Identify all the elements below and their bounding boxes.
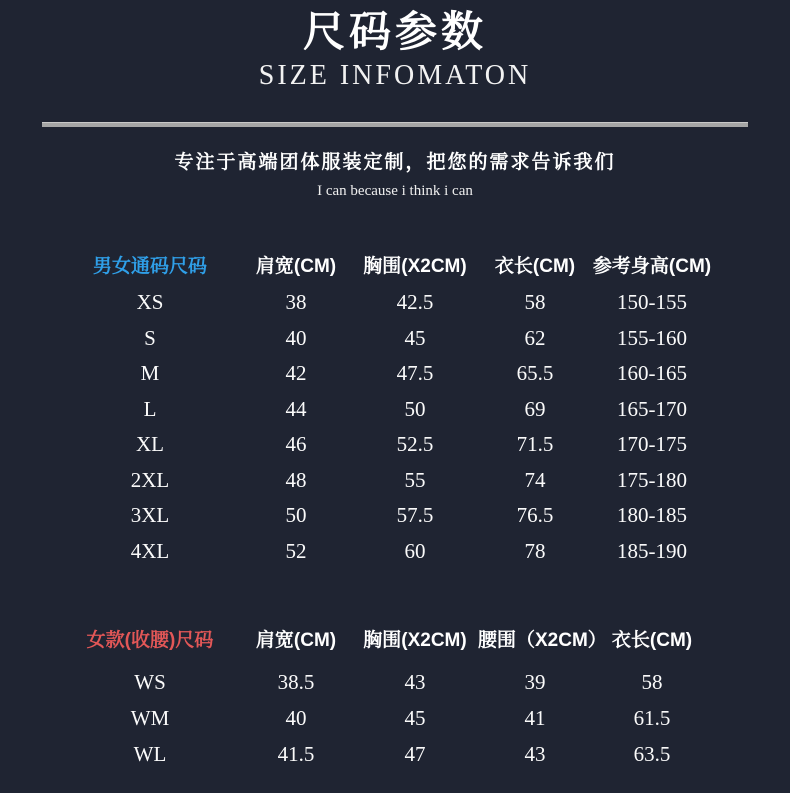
chest-value: 57.5 bbox=[396, 503, 434, 528]
women-size-table bbox=[60, 620, 712, 772]
chest-value: 55 bbox=[404, 467, 426, 492]
chest-value: 43 bbox=[404, 669, 426, 694]
length-value: 71.5 bbox=[516, 432, 554, 457]
tagline-chinese: 专注于高端团体服装定制，把您的需求告诉我们 bbox=[174, 152, 616, 173]
shoulder-value: 40 bbox=[285, 705, 307, 730]
size-label: WM bbox=[130, 705, 170, 730]
column-header-length: 衣长(CM) bbox=[611, 629, 693, 651]
shoulder-value: 52 bbox=[285, 538, 307, 563]
size-label: XL bbox=[136, 432, 164, 457]
chest-value: 60 bbox=[404, 538, 426, 563]
height-value: 160-165 bbox=[617, 361, 687, 386]
length-value: 74 bbox=[524, 467, 546, 492]
chest-value: 52.5 bbox=[396, 432, 434, 457]
height-value: 175-180 bbox=[617, 467, 687, 492]
column-header-chest: 胸围(X2CM) bbox=[363, 255, 467, 277]
length-value: 69 bbox=[524, 396, 546, 421]
waist-value: 43 bbox=[524, 741, 546, 766]
size-label: 3XL bbox=[130, 503, 170, 528]
size-label: 4XL bbox=[130, 538, 170, 563]
table-row bbox=[60, 356, 712, 392]
length-value: 58 bbox=[524, 290, 546, 315]
column-header-chest: 胸围(X2CM) bbox=[363, 629, 467, 651]
length-value: 63.5 bbox=[633, 741, 671, 766]
height-value: 180-185 bbox=[617, 503, 687, 528]
chest-value: 47.5 bbox=[396, 361, 434, 386]
height-value: 165-170 bbox=[617, 396, 687, 421]
column-header-length: 衣长(CM) bbox=[494, 255, 576, 277]
shoulder-value: 42 bbox=[285, 361, 307, 386]
page-title-chinese: 尺码参数 bbox=[302, 10, 487, 56]
size-label: WS bbox=[134, 669, 166, 694]
table-row bbox=[60, 664, 712, 700]
column-header-shoulder: 肩宽(CM) bbox=[255, 629, 337, 651]
shoulder-value: 44 bbox=[285, 396, 307, 421]
length-value: 58 bbox=[641, 669, 663, 694]
waist-value: 41 bbox=[524, 705, 546, 730]
unisex-table-header bbox=[60, 246, 712, 282]
table-row bbox=[60, 700, 712, 736]
height-value: 170-175 bbox=[617, 432, 687, 457]
size-label: M bbox=[140, 361, 160, 386]
shoulder-value: 40 bbox=[285, 325, 307, 350]
shoulder-value: 50 bbox=[285, 503, 307, 528]
chest-value: 50 bbox=[404, 396, 426, 421]
length-value: 65.5 bbox=[516, 361, 554, 386]
table-row bbox=[60, 285, 712, 321]
tagline-english: I can because i think i can bbox=[317, 183, 473, 199]
table-row bbox=[60, 463, 712, 499]
size-label: S bbox=[144, 325, 156, 350]
length-value: 61.5 bbox=[633, 705, 671, 730]
length-value: 76.5 bbox=[516, 503, 554, 528]
height-value: 185-190 bbox=[617, 538, 687, 563]
divider-bar bbox=[42, 122, 748, 127]
chest-value: 47 bbox=[404, 741, 426, 766]
chest-value: 45 bbox=[404, 325, 426, 350]
height-value: 155-160 bbox=[617, 325, 687, 350]
length-value: 78 bbox=[524, 538, 546, 563]
column-header-shoulder: 肩宽(CM) bbox=[255, 255, 337, 277]
height-value: 150-155 bbox=[617, 290, 687, 315]
chest-value: 42.5 bbox=[396, 290, 434, 315]
page-title-english: SIZE INFOMATON bbox=[258, 60, 532, 91]
table-row bbox=[60, 498, 712, 534]
shoulder-value: 48 bbox=[285, 467, 307, 492]
waist-value: 39 bbox=[524, 669, 546, 694]
size-label: L bbox=[143, 396, 157, 421]
women-table-header bbox=[60, 620, 712, 656]
table-row bbox=[60, 321, 712, 357]
column-header-waist: 腰围（X2CM） bbox=[478, 629, 607, 651]
chest-value: 45 bbox=[404, 705, 426, 730]
size-label: WL bbox=[133, 741, 167, 766]
unisex-size-table bbox=[60, 246, 712, 569]
shoulder-value: 38.5 bbox=[277, 669, 315, 694]
length-value: 62 bbox=[524, 325, 546, 350]
table-row bbox=[60, 736, 712, 772]
shoulder-value: 41.5 bbox=[277, 741, 315, 766]
table-row bbox=[60, 427, 712, 463]
table-row bbox=[60, 392, 712, 428]
shoulder-value: 46 bbox=[285, 432, 307, 457]
shoulder-value: 38 bbox=[285, 290, 307, 315]
column-header-height: 参考身高(CM) bbox=[592, 255, 712, 277]
size-label: 2XL bbox=[130, 467, 170, 492]
unisex-section-label: 男女通码尺码 bbox=[92, 255, 207, 277]
women-section-label: 女款(收腰)尺码 bbox=[86, 629, 214, 651]
table-row bbox=[60, 534, 712, 570]
size-label: XS bbox=[136, 290, 164, 315]
